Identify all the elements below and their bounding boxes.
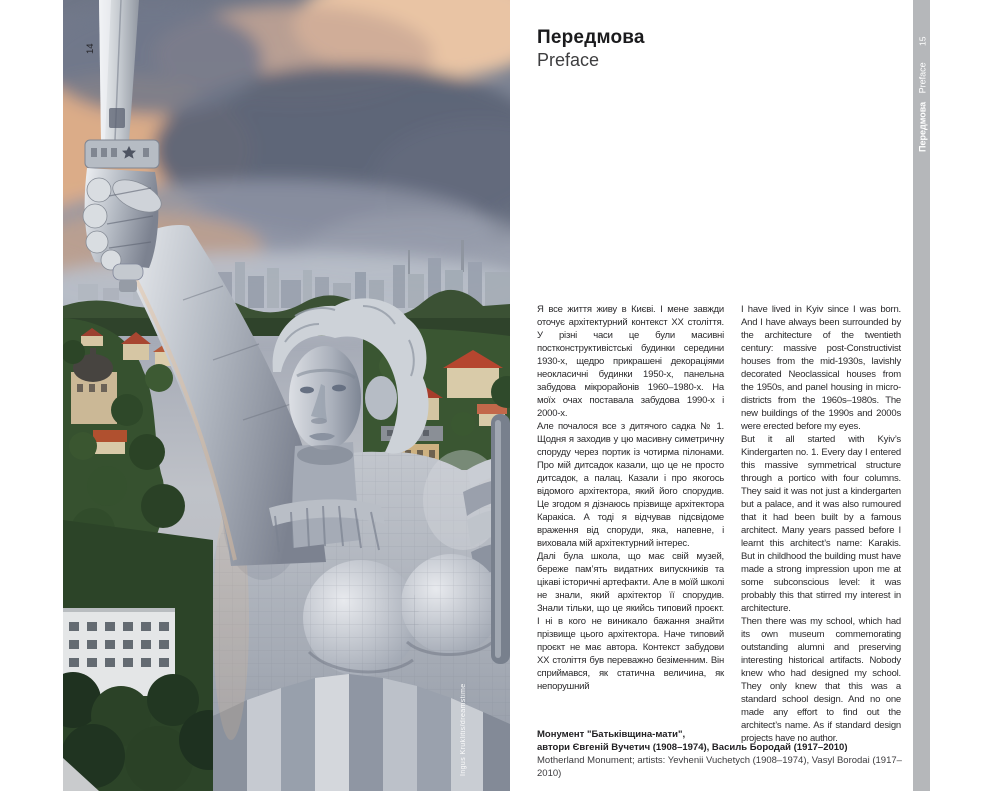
body-columns [537, 303, 901, 745]
white-building-trees [63, 520, 239, 791]
svg-text:Передмова Preface [918, 62, 928, 152]
uk-paragraph: Але почалося все з дитячого садка № 1. Щодня я заходив у цю масивну симетричну споруду через портик із чотирма пілонами. Про мій дитсадок казали, що це не просто дитсадок, а палац. Казали і про якогось відомого архітектора, який його спорудив. Це згодом я дізнаюсь прізвище архітектора Каракіса. А тоді я відчував підсвідоме враження від споруди, яка, напевне, і виховала мій архітектурний інтерес. [537, 421, 724, 549]
caption-line-en: Motherland Monument; artists: Yevhenii Vuchetych (1908–1974), Vasyl Borodai (1917–2010) [537, 755, 902, 779]
page-title-en: Preface [537, 50, 600, 70]
caption-line-uk-1: Монумент "Батьківщина-мати", [537, 729, 686, 740]
uk-paragraph: Я все життя живу в Києві. І мене завжди оточує архітектурний контекст ХХ століття. У різні часи це були масивні постконструктивістські будинки середини 1930-х, щедро прикрашені декораціями неокласичні будинки 1950-х, панельна забудова мікрорайонів 1960–1980-х. На моїх очах поставала забудова 1990-х і 2000-х. [537, 304, 724, 419]
chapter-tab [913, 0, 931, 796]
uk-paragraph: Далі була школа, що має свій музей, береже пам’ять видатних випускників та цікаві історичні артефакти. Але в моїй школі не знали, який архітектор її спорудив. Знали тільки, що це якийсь типовий проєкт. І ні в кого не виникало бажання знайти прізвище цього архітектора. Наче типовий проєкт не має автора. Контекст забудови ХХ століття був переважно безіменним. Він сприймався, як статична величина, як непорушний [537, 551, 724, 692]
photo-caption [537, 728, 919, 780]
photo-credit: Ingus Kruklitis/dreamstime [460, 683, 467, 776]
en-paragraph: Then there was my school, which had its own museum commemorating outstanding alumni and preserving interesting historical artifacts. Nobody knew who had designed my school. They only knew that this was a standard school design. And no one made any effort to find out the architect’s name. As if standard design projects have no author. [741, 616, 901, 744]
column-ukrainian [537, 303, 724, 745]
en-paragraph: But it all started with Kyiv’s Kindergarten no. 1. Every day I entered this massive symmetrical structure through a portico with four columns. They said it was not just a kindergarten but a palace, and it was also rumoured that it had been built by a famous architect. Many years passed before I learnt this architect’s name: Karakis. But in childhood the building must have made a strong impression upon me at some subconscious level: it was probably this that stirred my interest in architecture. [741, 434, 901, 614]
page-number-left: 14 [85, 43, 96, 54]
tab-label-uk: Передмова [917, 101, 928, 152]
tab-page-number: 15 [917, 36, 928, 46]
shield [491, 414, 510, 664]
motherland-monument-photo [63, 0, 510, 791]
column-english [741, 303, 901, 745]
en-paragraph: I have lived in Kyiv since I was born. And I have always been surrounded by the architecture of the twentieth century: massive post-Constructivist houses from the mid-1930s, lavishly decorated Neoclassical houses from the 1950s, and panel housing in micro-districts from the 1960s–1980s. The new buildings of the 1990s and 2000s were erected before my eyes. [741, 304, 901, 432]
page-title-uk: Передмова [537, 27, 645, 48]
caption-line-uk-2: автори Євгеній Вучетич (1908–1974), Василь Бородай (1917–2010) [537, 742, 848, 753]
chapter-title-block [537, 27, 645, 71]
tab-label-en: Preface [917, 62, 928, 94]
